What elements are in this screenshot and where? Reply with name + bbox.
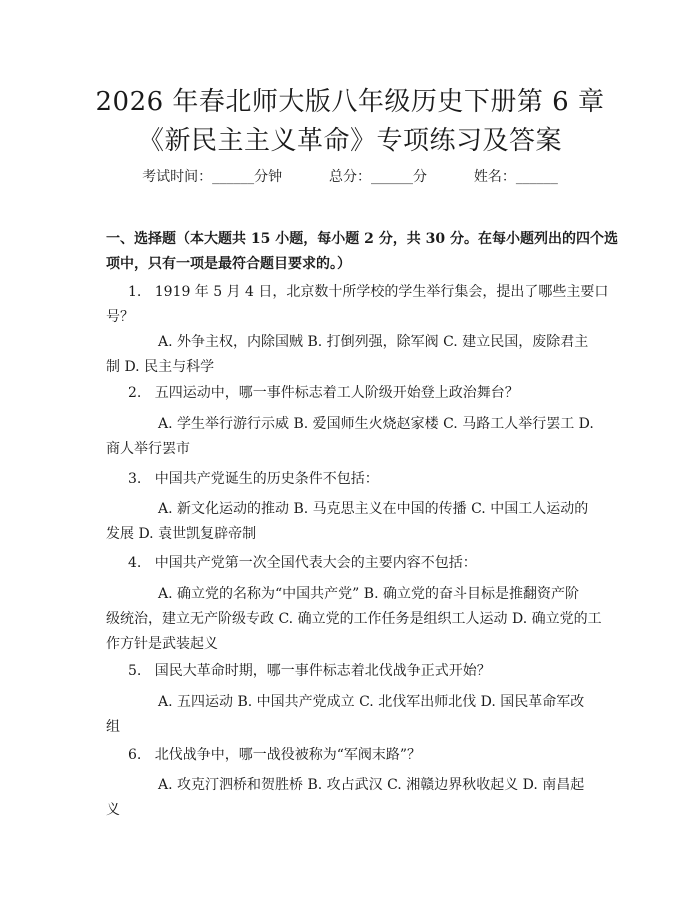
exam-time-field: 考试时间：______分钟 bbox=[142, 169, 283, 185]
question-6 bbox=[106, 743, 606, 768]
question-text: 五四运动中，哪一事件标志着工人阶级开始登上政治舞台？ bbox=[154, 385, 519, 401]
question-1 bbox=[106, 280, 609, 330]
options-line-cont: 级统治，建立无产阶级专政 C. 确立党的工作任务是组织工人运动 D. 确立党的工 bbox=[106, 611, 602, 627]
options-1 bbox=[106, 330, 606, 380]
doc-title-line2: 《新民主主义革命》专项练习及答案 bbox=[137, 126, 562, 156]
question-text: 中国共产党第一次全国代表大会的主要内容不包括： bbox=[154, 555, 477, 571]
question-number: 3. bbox=[128, 471, 142, 487]
options-line-cont: 发展 D. 袁世凯复辟帝制 bbox=[106, 526, 257, 542]
options-line-cont: 作方针是武装起义 bbox=[106, 636, 218, 652]
question-number: 6. bbox=[128, 747, 142, 763]
question-text: 1919 年 5 月 4 日，北京数十所学校的学生举行集会，提出了哪些主要口 bbox=[154, 284, 609, 300]
doc-title-line1: 2026 年春北师大版八年级历史下册第 6 章 bbox=[95, 87, 605, 117]
exam-name-field: 姓名：______ bbox=[473, 169, 558, 185]
options-line-cont: 商人举行罢市 bbox=[106, 441, 190, 457]
options-5 bbox=[106, 690, 606, 740]
exam-score-field: 总分：______分 bbox=[329, 169, 427, 185]
section-heading bbox=[106, 227, 618, 277]
question-5 bbox=[106, 659, 606, 684]
options-line: A. 学生举行游行示威 B. 爱国师生火烧赵家楼 C. 马路工人举行罢工 D. bbox=[158, 416, 594, 432]
options-2 bbox=[106, 412, 606, 462]
question-number: 2. bbox=[128, 385, 142, 401]
question-number: 5. bbox=[128, 663, 142, 679]
options-line: A. 五四运动 B. 中国共产党成立 C. 北伐军出师北伐 D. 国民革命军改 bbox=[158, 694, 585, 710]
options-line-cont: 组 bbox=[106, 719, 120, 735]
options-3 bbox=[106, 497, 606, 547]
question-text-cont: 号？ bbox=[106, 309, 134, 325]
section-heading-line2: 项中，只有一项是最符合题目要求的。） bbox=[106, 256, 351, 272]
options-line: A. 攻克汀泗桥和贺胜桥 B. 攻占武汉 C. 湘赣边界秋收起义 D. 南昌起 bbox=[158, 777, 585, 793]
options-line: A. 确立党的名称为“中国共产党” B. 确立党的奋斗目标是推翻资产阶 bbox=[158, 586, 579, 602]
options-line-cont: 义 bbox=[106, 802, 120, 818]
question-number: 4. bbox=[128, 555, 142, 571]
question-number: 1. bbox=[128, 284, 142, 300]
question-text: 中国共产党诞生的历史条件不包括： bbox=[154, 471, 379, 487]
options-6 bbox=[106, 773, 606, 823]
question-3 bbox=[106, 467, 606, 492]
options-4 bbox=[106, 582, 606, 657]
question-2 bbox=[106, 381, 606, 406]
question-text: 北伐战争中，哪一战役被称为“军阀末路”？ bbox=[154, 747, 422, 763]
options-line-cont: 制 D. 民主与科学 bbox=[106, 359, 215, 375]
question-4 bbox=[106, 551, 606, 576]
options-line: A. 外争主权，内除国贼 B. 打倒列强，除军阀 C. 建立民国，废除君主 bbox=[158, 334, 589, 350]
options-line: A. 新文化运动的推动 B. 马克思主义在中国的传播 C. 中国工人运动的 bbox=[158, 501, 589, 517]
section-heading-line1: 一、选择题（本大题共 15 小题，每小题 2 分，共 30 分。在每小题列出的四个选 bbox=[106, 231, 618, 247]
exam-meta bbox=[0, 167, 700, 187]
question-text: 国民大革命时期，哪一事件标志着北伐战争正式开始？ bbox=[154, 663, 491, 679]
